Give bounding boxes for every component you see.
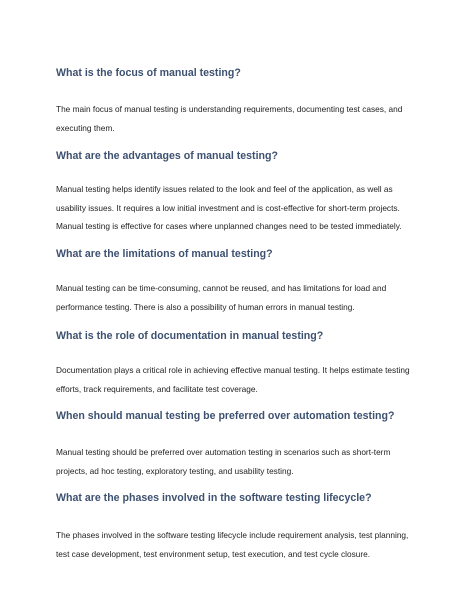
answer-paragraph: Manual testing should be preferred over automation testing in scenarios such as short-term projects, ad hoc testing, exploratory testing, and usability testing. [56,447,391,476]
answer-paragraph: The phases involved in the software testing lifecycle include requirement analysis, test planning, test case development, test environment setup, test execution, and test cycle closure. [56,530,409,559]
question-heading: What are the advantages of manual testing? [56,150,278,162]
answer-paragraph: Manual testing helps identify issues related to the look and feel of the application, as well as usability issues. It requires a low initial investment and is cost-effective for short-term projects. Manual testing is effective for cases where unplanned changes need to be tested immediately. [56,184,402,231]
answer-paragraph: Manual testing can be time-consuming, cannot be reused, and has limitations for load and performance testing. There is also a possibility of human errors in manual testing. [56,283,387,312]
answer-paragraph: The main focus of manual testing is understanding requirements, documenting test cases, and executing them. [56,104,403,133]
question-heading: What is the focus of manual testing? [56,67,241,79]
question-heading: What are the phases involved in the software testing lifecycle? [56,492,372,504]
question-heading: What is the role of documentation in manual testing? [56,330,324,342]
question-heading: When should manual testing be preferred over automation testing? [56,410,395,422]
question-heading: What are the limitations of manual testing? [56,248,273,260]
answer-paragraph: Documentation plays a critical role in achieving effective manual testing. It helps estimate testing efforts, track requirements, and facilitate test coverage. [56,365,410,394]
